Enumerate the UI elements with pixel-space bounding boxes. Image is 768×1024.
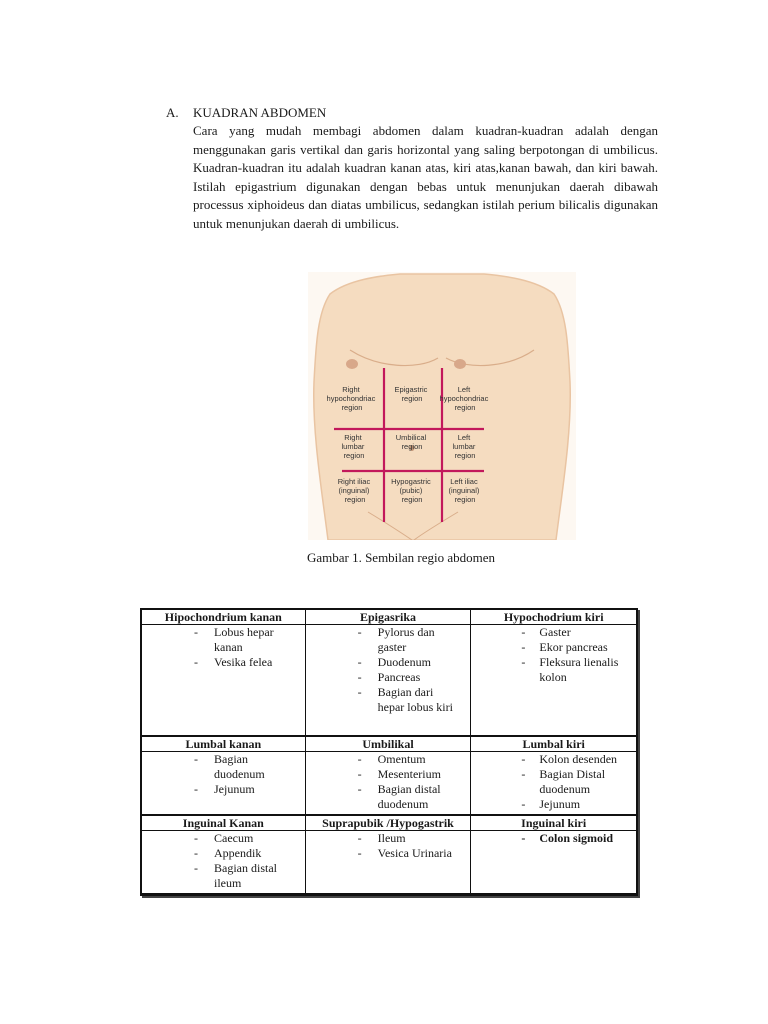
list-item: - Duodenum (306, 655, 471, 670)
header-lumbal-kiri: Lumbal kiri (471, 736, 637, 752)
list-item: - Ileum (306, 831, 471, 846)
nipple-left (454, 359, 466, 369)
cell-suprapubik (305, 831, 471, 894)
list-item: - Ekor pancreas (471, 640, 636, 655)
label-epigastric: Epigastric region (394, 385, 428, 403)
header-inguinal-kanan: Inguinal Kanan (142, 815, 306, 831)
table-row (142, 831, 637, 894)
label-umbilical: Umbilical region (395, 433, 427, 451)
list-item: - Pylorus dan gaster (306, 625, 471, 655)
header-umbilikal: Umbilikal (305, 736, 471, 752)
nipple-right (346, 359, 358, 369)
list-item: - Appendik (142, 846, 305, 861)
header-suprapubik: Suprapubik /Hypogastrik (305, 815, 471, 831)
section-title: KUADRAN ABDOMEN (193, 105, 327, 120)
section-paragraph: Cara yang mudah membagi abdomen dalam kuadran-kuadran adalah dengan menggunakan garis vertikal dan garis horizontal yang saling berpotongan di umbilicus. Kuadran-kuadran itu adalah kuadran kanan atas, kiri atas,kanan bawah, dan kiri bawah. Istilah epigastrium digunakan dengan bebas untuk menunjukan daerah dibawah processus xiphoideus dan diatas umbilicus, sedangkan istilah perium bilicalis digunakan untuk menunjukan daerah di umbilicus. (193, 123, 658, 231)
abdomen-figure (308, 272, 576, 540)
header-inguinal-kiri: Inguinal kiri (471, 815, 637, 831)
list-item: - Lobus hepar kanan (142, 625, 305, 655)
list-item: - Vesica Urinaria (306, 846, 471, 861)
list-item: - Jejunum (471, 797, 636, 812)
organ-list (471, 625, 636, 687)
table-header-row (142, 815, 637, 831)
list-item: - Pancreas (306, 670, 471, 685)
list-item: - Caecum (142, 831, 305, 846)
organ-list (142, 752, 305, 799)
label-right-lumbar: Right lumbar region (341, 433, 365, 460)
list-item: - Colon sigmoid (471, 831, 636, 846)
table-header-row (142, 610, 637, 625)
list-item: - Gaster (471, 625, 636, 640)
list-item: - Omentum (306, 752, 471, 767)
abdomen-illustration (308, 272, 576, 540)
cell-lumbal-kiri (471, 752, 637, 816)
organ-list (306, 752, 471, 814)
cell-inguinal-kiri (471, 831, 637, 894)
header-epigasrika: Epigasrika (305, 610, 471, 625)
organ-list (306, 831, 471, 863)
list-item: - Mesenterium (306, 767, 471, 782)
label-right-iliac: Right iliac (inguinal) region (337, 477, 371, 504)
label-left-hypochondriac: Left hypochondriac region (439, 385, 489, 412)
cell-inguinal-kanan (142, 831, 306, 894)
organ-list (471, 752, 636, 814)
cell-epigasrika (305, 625, 471, 737)
list-item: - Kolon desenden (471, 752, 636, 767)
label-right-hypochondriac: Right hypochondriac region (326, 385, 376, 412)
header-hypochodrium-kiri: Hypochodrium kiri (471, 610, 637, 625)
organ-list (471, 831, 636, 848)
list-item: - Bagian Distal duodenum (471, 767, 636, 797)
header-lumbal-kanan: Lumbal kanan (142, 736, 306, 752)
table-row (142, 752, 637, 816)
list-item: - Vesika felea (142, 655, 305, 670)
label-left-iliac: Left iliac (inguinal) region (448, 477, 480, 504)
list-item: - Fleksura lienalis kolon (471, 655, 636, 685)
section-heading (166, 104, 658, 122)
cell-hipochondrium-kanan (142, 625, 306, 737)
organ-table (141, 609, 637, 894)
label-hypogastric: Hypogastric (pubic) region (391, 477, 431, 504)
section-number: A. (166, 105, 179, 120)
list-item: - Jejunum (142, 782, 305, 797)
figure-caption: Gambar 1. Sembilan regio abdomen (306, 550, 496, 565)
label-left-lumbar: Left lumbar region (452, 433, 476, 460)
organ-list (142, 831, 305, 893)
table-row (142, 625, 637, 737)
header-hipochondrium-kanan: Hipochondrium kanan (142, 610, 306, 625)
cell-hypochodrium-kiri (471, 625, 637, 737)
section-kuadran-abdomen (166, 104, 658, 233)
list-item: - Bagian distal ileum (142, 861, 305, 891)
table-header-row (142, 736, 637, 752)
organ-list (142, 625, 305, 672)
organ-list (306, 625, 471, 717)
cell-lumbal-kanan (142, 752, 306, 816)
list-item: - Bagian dari hepar lobus kiri (306, 685, 471, 715)
organ-region-table (140, 608, 638, 896)
list-item: - Bagian distal duodenum (306, 782, 471, 812)
list-item: - Bagian duodenum (142, 752, 305, 782)
cell-umbilikal (305, 752, 471, 816)
